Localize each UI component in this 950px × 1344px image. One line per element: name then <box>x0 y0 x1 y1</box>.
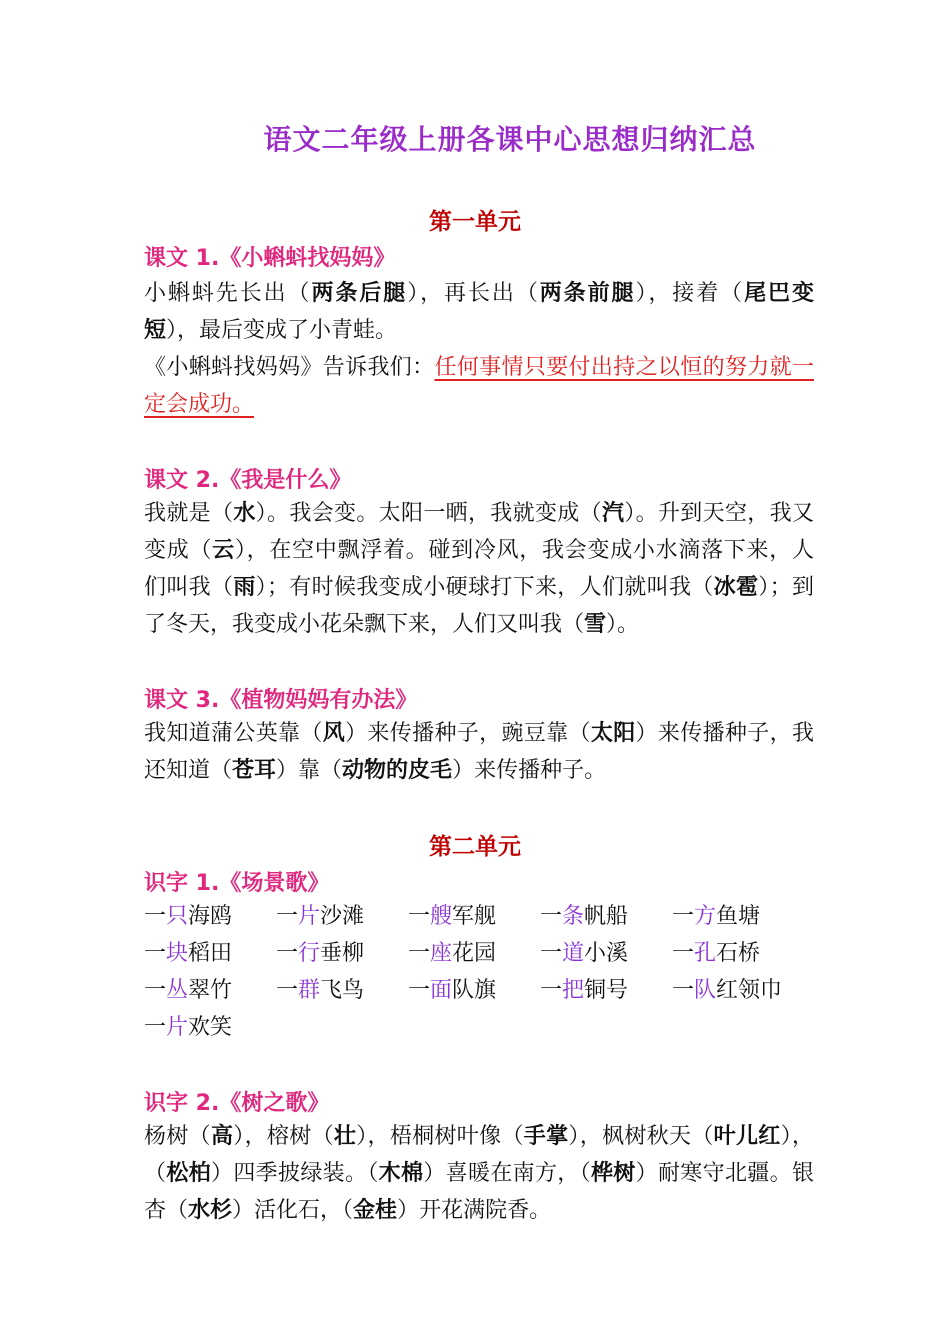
phrase-row <box>144 1009 804 1046</box>
lesson-moral-paragraph: 《小蝌蚪找妈妈》告诉我们：任何事情只要付出持之以恒的努力就一定会成功。 <box>144 355 814 417</box>
phrase-item: 一丛翠竹 <box>144 978 233 1003</box>
phrase-item: 一孔石桥 <box>672 941 761 966</box>
document-title: 语文二年级上册各课中心思想归纳汇总 <box>263 123 757 156</box>
moral-text: 任何事情只要付出持之以恒的努力就一定会成功。 <box>144 355 814 417</box>
phrase-item: 一队红领巾 <box>672 978 783 1003</box>
phrase-row <box>144 898 804 935</box>
lesson-title: 课文 3.《植物妈妈有办法》 <box>144 688 418 713</box>
phrase-item: 一把铜号 <box>540 978 629 1003</box>
lesson-title: 课文 2.《我是什么》 <box>144 468 352 493</box>
phrase-row <box>144 935 804 972</box>
phrase-item: 一方鱼塘 <box>672 904 761 929</box>
phrase-item: 一块稻田 <box>144 941 233 966</box>
unit-1-heading: 第一单元 <box>429 209 521 235</box>
phrase-item: 一座花园 <box>408 941 497 966</box>
phrase-row <box>144 972 804 1009</box>
lesson-title: 识字 2.《树之歌》 <box>144 1091 330 1116</box>
unit-2-heading: 第二单元 <box>429 834 521 860</box>
phrase-item: 一群飞鸟 <box>276 978 365 1003</box>
lesson-paragraph: 小蝌蚪先长出（两条后腿），再长出（两条前腿），接着（尾巴变短），最后变成了小青蛙。 <box>144 281 814 343</box>
lesson-paragraph: 我知道蒲公英靠（风）来传播种子，豌豆靠（太阳）来传播种子，我还知道（苍耳）靠（动物的皮毛）来传播种子。 <box>144 721 814 783</box>
phrase-item: 一艘军舰 <box>408 904 497 929</box>
phrase-item: 一片欢笑 <box>144 1015 233 1040</box>
lesson-paragraph: 我就是（水）。我会变。太阳一晒，我就变成（汽）。升到天空，我又变成（云），在空中飘浮着。碰到冷风，我会变成小水滴落下来，人们叫我（雨）；有时候我变成小硬球打下来，人们就叫我（冰雹）；到了冬天，我变成小花朵飘下来，人们又叫我（雪）。 <box>144 501 814 637</box>
lesson-paragraph: 杨树（高），榕树（壮），梧桐树叶像（手掌），枫树秋天（叶儿红），（松柏）四季披绿装。（木棉）喜暖在南方，（桦树）耐寒守北疆。银杏（水杉）活化石，（金桂）开花满院香。 <box>144 1124 814 1223</box>
phrase-item: 一只海鸥 <box>144 904 233 929</box>
phrase-item: 一面队旗 <box>408 978 497 1003</box>
quantifier-phrase-grid <box>144 898 804 1046</box>
phrase-item: 一道小溪 <box>540 941 629 966</box>
phrase-item: 一片沙滩 <box>276 904 365 929</box>
lesson-title: 识字 1.《场景歌》 <box>144 871 330 896</box>
lesson-title: 课文 1.《小蝌蚪找妈妈》 <box>144 246 396 271</box>
phrase-item: 一行垂柳 <box>276 941 365 966</box>
phrase-item: 一条帆船 <box>540 904 629 929</box>
